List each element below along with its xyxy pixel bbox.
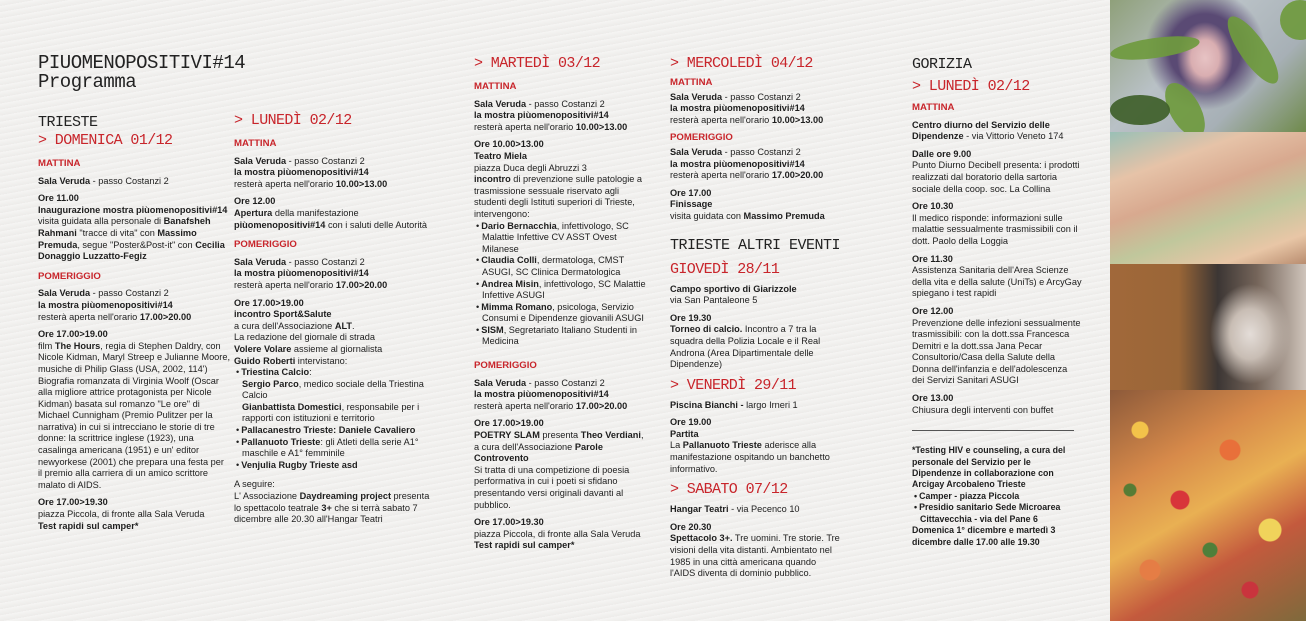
event-theatre: Ore 20.30 Spettacolo 3+. Tre uomini. Tre storie. Tre visioni della vita distanti. Ambientato nel 1985 in una città americana quando l'AIDS diventa di dominio pubblico.: [670, 521, 840, 579]
exhibition-hours: Sala Veruda - passo Costanzi 2 la mostra piùomenopositivi#14 resterà aperta nell'orario 17.00>20.00: [670, 146, 824, 181]
painting-face-portrait-image: [1110, 264, 1306, 390]
event-football: Ore 19.30 Torneo di calcio. Incontro a 7 tra la squadra della Polizia Locale e il Real Androna (Area Dipartimentale delle Dipendenze): [670, 312, 821, 370]
day-heading-tuesday: > MARTEDÌ 03/12: [474, 55, 601, 72]
leaf-shape: [1219, 10, 1286, 90]
footnote: *Testing HIV e counseling, a cura del personale del Servizio per le Dipendenze in collaborazione con Arcigay Arcobaleno Trieste • Camper - piazza Piccola • Presidio sanitario Sede Microarea Cittavecchia - via del Pane 6 Domenica 1° dicembre e martedì 3 dicembre dalle 17.00 alle 19.30: [912, 445, 1082, 548]
venue: Centro diurno del Servizio delle Dipendenze - via Vittorio Veneto 174: [912, 119, 1064, 142]
column-trieste-sunday: [38, 52, 246, 538]
period-pomeriggio: POMERIGGIO: [474, 360, 537, 372]
event-inauguration: [38, 193, 230, 263]
exhibition-hours: Sala Veruda - passo Costanzi 2 la mostra piùomenopositivi#14 resterà aperta nell'orario 17.00>20.00: [234, 256, 388, 290]
event-venue: Piscina Bianchi - largo Irneri 1: [670, 399, 798, 410]
divider: [912, 430, 1074, 431]
event-time: Ore 11.00: [38, 193, 79, 204]
exhibition-hours: Sala Veruda - passo Costanzi 2 la mostra piùomenopositivi#14 resterà aperta nell'orario 10.00>13.00: [234, 155, 388, 189]
column-trieste-monday: [234, 112, 430, 532]
film-plot: Biografia romanzata di Virginia Woolf (Oscar alla migliore attrice protagonista per Nicole Kidman) basata sul romanzo "Le ore" di Michael Cunnigham (Premio Pulitzer per la narrativa) in cui si intrecciano le storie di tre donne: la scrittrice inglese (1923), una casalinga americana (1951) e un' editor newyorkese (2001) che prepara una festa per il premio alla carriera di un amico scrittore malato di AIDS.: [38, 375, 224, 490]
event-item: Ore 11.30 Assistenza Sanitaria dell'Area Scienze della vita e della salute (UniTs) e ArcyGay spiegano i test rapidi: [912, 253, 1082, 299]
event-item: Ore 10.30 Il medico risponde: informazioni sulle malattie sessualmente trasmissibili con il dott. Paolo della Loggia: [912, 201, 1078, 246]
period-pomeriggio: POMERIGGIO: [234, 239, 297, 251]
event-opening: Ore 12.00 Apertura della manifestazione piùomenopositivi#14 con i saluti delle Autorità: [234, 196, 428, 230]
venue-address: - passo Costanzi 2: [90, 175, 169, 186]
day-heading-monday-gorizia: > LUNEDÌ 02/12: [912, 78, 1030, 95]
event-test: Ore 17.00>19.30 piazza Piccola, di fronte alla Sala Veruda Test rapidi sul camper*: [474, 517, 641, 551]
speaker-list: [474, 221, 646, 349]
exhibition-hours: Sala Veruda - passo Costanzi 2 la mostra piùomenopositivi#14 resterà aperta nell'orario 17.00>20.00: [38, 288, 192, 322]
day-heading-monday: > LUNEDÌ 02/12: [234, 112, 352, 129]
column-gorizia: [912, 56, 1082, 548]
list-item: • Venjulia Rugby Trieste asd: [234, 460, 430, 472]
list-item: • Pallacanestro Trieste: Daniele Cavaliero: [234, 425, 430, 437]
painting-figures-embrace-image: [1110, 132, 1306, 264]
event-venue: Campo sportivo di Giarizzole via San Pantaleone 5: [670, 283, 797, 306]
exhibition-hours: Sala Veruda - passo Costanzi 2 la mostra piùomenopositivi#14 resterà aperta nell'orario 17.00>20.00: [474, 377, 628, 411]
period-mattina: MATTINA: [234, 138, 277, 149]
venue-name: Sala Veruda: [38, 175, 91, 186]
exhibition-hours: Sala Veruda - passo Costanzi 2 la mostra piùomenopositivi#14 resterà aperta nell'orario 10.00>13.00: [670, 91, 824, 125]
period-mattina: MATTINA: [38, 158, 81, 169]
list-item: • Mimma Romano, psicologa, Servizio Consumi e Dipendenze giovanili ASUGI: [474, 302, 646, 325]
period-mattina: MATTINA: [670, 77, 713, 88]
event-film: Ore 17.00>19.00 film The Hours, regia di Stephen Daldry, con Nicole Kidman, Maryl Streep e Julianne Moore, musiche di Philip Glass (USA, 2002, 114') Biografia romanzata di Virginia Woolf (Oscar alla migliore attrice protagonista per Nicole Kidman) basata sul romanzo "Le ore" di Michael Cunnigham (Premio Pulitzer per la narrativa) in cui si intrecciano le storie di tre donne: la scrittrice inglese (1923), una casalinga americana (1951) e un' editor newyorkese (2001) che prepara una festa per il premio alla carriera di un amico scrittore malato di AIDS.: [38, 329, 231, 490]
list-item: • Andrea Misin, infettivologo, SC Malattie Infettive ASUGI: [474, 279, 646, 302]
painting-woman-with-leaves-image: [1110, 0, 1306, 132]
event-sport-salute: Ore 17.00>19.00 incontro Sport&Salute a cura dell'Associazione ALT. La redazione del giornale di strada Volere Volare assieme al giornalista Guido Roberti intervistano: • Triestina Calcio: Sergio Parco, medico sociale della Triestina Calcio Gianbattista Domestici, responsabile per i rapporti con istituzioni e territorio • Pallacanestro Trieste: Daniele Cavaliero • Pallanuoto Trieste: gli Atleti della serie A1° maschile e A1° femminile • Venjulia Rugby Trieste asd: [234, 298, 430, 472]
list-item: • Claudia Colli, dermatologa, CMST ASUGI, SC Clinica Dermatologica: [474, 255, 646, 278]
doc-subtitle: Programma: [38, 71, 137, 93]
doc-title: PIUOMENOPOSITIVI#14: [38, 52, 246, 74]
event-title: Inaugurazione mostra piùomenopositivi#14: [38, 204, 228, 215]
event-item: Ore 12.00 Prevenzione delle infezioni sessualmente trasmissibili: con la dott.ssa Francesca Demitri e la dott.ssa Jana Pecar Consultorio/Casa della Salute della Donna dell'infanzia e dell'adolescenza dei Servizi Sanitari ASUGI: [912, 305, 1081, 386]
list-item: • Triestina Calcio: Sergio Parco, medico sociale della Triestina Calcio Gianbattista Domestici, responsabile per i rapporti con istituzioni e territorio: [234, 367, 430, 425]
leaf-shape: [1110, 95, 1170, 125]
event-match: Ore 19.00 Partita La Pallanuoto Trieste aderisce alla manifestazione ospitando un banchetto informativo.: [670, 417, 830, 474]
list-item: • Dario Bernacchia, infettivologo, SC Malattie Infettive CV ASST Ovest Milanese: [474, 221, 646, 256]
period-pomeriggio: POMERIGGIO: [38, 270, 101, 282]
day-heading-wednesday: > MERCOLEDÌ 04/12: [670, 55, 813, 72]
event-time: Ore 17.00>19.00: [38, 329, 108, 340]
event-desc: visita guidata alla personale di Banafsheh Rahmani "tracce di vita" con Massimo Premuda, segue "Poster&Post-it" con Cecilia Donaggio Luzzatto-Fegiz: [38, 216, 225, 262]
list-item: • SISM, Segretariato Italiano Studenti in Medicina: [474, 325, 646, 348]
day-heading-friday: > VENERDÌ 29/11: [670, 376, 797, 394]
list-item: • Pallanuoto Trieste: gli Atleti della serie A1° maschile e A1° femminile: [234, 437, 430, 460]
period-mattina: MATTINA: [474, 81, 517, 92]
event-poetry-slam: Ore 17.00>19.00 POETRY SLAM presenta Theo Verdiani, a cura dell'Associazione Parole Controvento Si tratta di una competizione di poesia performativa in cui i poeti si sfidano presentando versi originali davanti al pubblico.: [474, 418, 644, 510]
day-heading-thursday: GIOVEDÌ 28/11: [670, 260, 780, 278]
event-finissage: Ore 17.00 Finissage visita guidata con Massimo Premuda: [670, 187, 825, 221]
event-prevention: Ore 10.00>13.00 Teatro Miela piazza Duca degli Abruzzi 3 incontro di prevenzione sulle patologie a trasmissione sessuale riservato agli studenti degli Istituti superiori di Trieste, intervengono: • Dario Bernacchia, infettivologo, SC Malattie Infettive CV ASST Ovest Milanese • Claudia Colli, dermatologa, CMST ASUGI, SC Clinica Dermatologica • Andrea Misin, infettivologo, SC Malattie Infettive ASUGI • Mimma Romano, psicologa, Servizio Consumi e Dipendenze giovanili ASUGI • SISM, Segretariato Italiano Studenti in Medicina: [474, 139, 646, 348]
list-item: • Camper - piazza Piccola: [912, 491, 1082, 502]
leaf-shape: [1110, 32, 1201, 64]
section-heading-other-events: TRIESTE ALTRI EVENTI: [670, 236, 841, 254]
exhibition-hours: Sala Veruda - passo Costanzi 2 la mostra piùomenopositivi#14 resterà aperta nell'orario 10.00>13.00: [474, 98, 628, 132]
day-heading-saturday: > SABATO 07/12: [670, 481, 788, 499]
period-pomeriggio: POMERIGGIO: [670, 132, 733, 144]
event-item: Ore 13.00 Chiusura degli interventi con buffet: [912, 393, 1054, 415]
list-item: • Presidio sanitario Sede Microarea Cittavecchia - via del Pane 6: [912, 502, 1082, 525]
painting-gallery: [1110, 0, 1306, 621]
event-test: Ore 17.00>19.30 piazza Piccola, di fronte alla Sala Veruda Test rapidi sul camper*: [38, 497, 205, 531]
column-trieste-wednesday-other: [670, 55, 842, 586]
guest-list: [234, 367, 430, 471]
event-item: Dalle ore 9.00 Punto Diurno Decibell presenta: i prodotti realizzati dal boratorio della sartoria sociale della coop. soc. La Collina: [912, 148, 1080, 194]
day-heading-sunday: > DOMENICA 01/12: [38, 132, 173, 149]
venue: [38, 176, 230, 188]
follow-up: A seguire: L' Associazione Daydreaming project presenta lo spettacolo teatrale 3+ che si terrà sabato 7 dicembre alle 20.30 all'Hangar Teatri: [234, 479, 430, 525]
city-heading-gorizia: GORIZIA: [912, 56, 972, 73]
period-mattina: MATTINA: [912, 102, 955, 113]
event-venue: Hangar Teatri - via Pecenco 10: [670, 504, 800, 515]
city-heading-trieste: TRIESTE: [38, 114, 98, 131]
painting-flowers-image: [1110, 390, 1306, 621]
column-trieste-tuesday: [474, 55, 646, 558]
leaf-shape: [1280, 0, 1306, 40]
testing-locations: [912, 491, 1082, 525]
